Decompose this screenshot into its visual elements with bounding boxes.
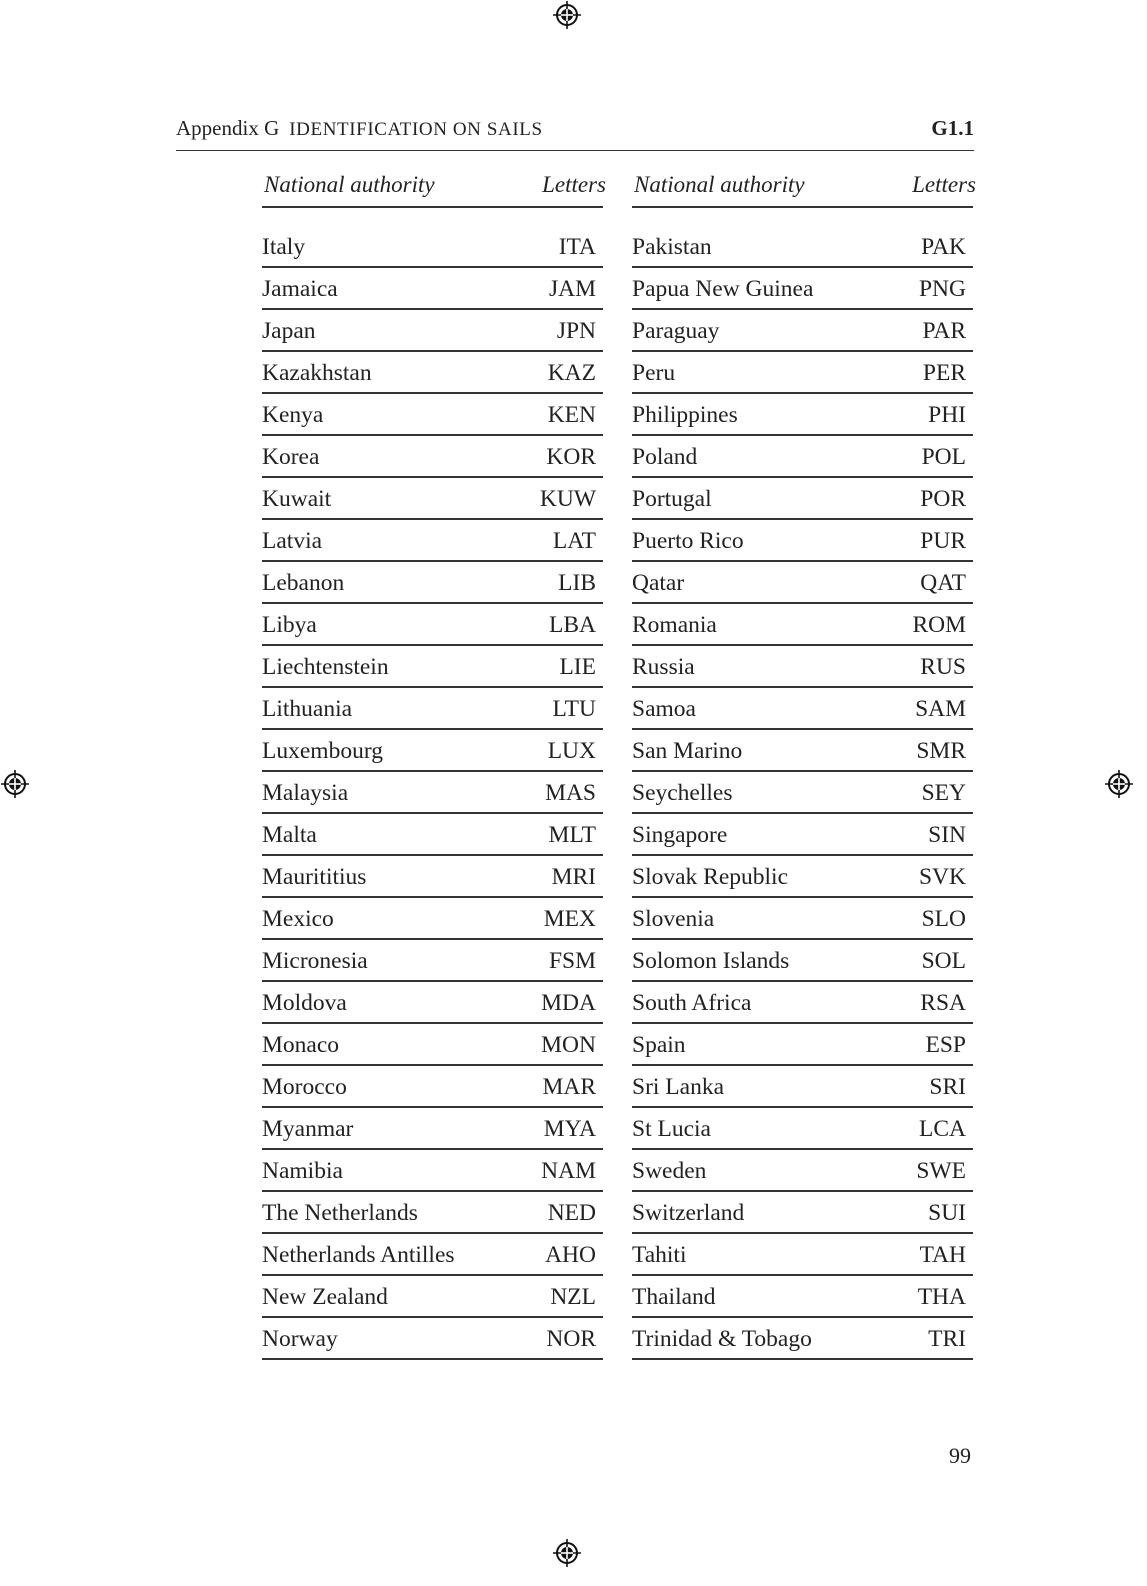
authority-name: Russia: [632, 654, 695, 680]
authority-name: Malta: [262, 822, 317, 848]
table-row: [632, 520, 973, 562]
table-row: [632, 436, 973, 478]
sail-letters: KUW: [539, 486, 596, 512]
sail-letters: JAM: [548, 276, 596, 302]
table-row: [632, 1024, 973, 1066]
table-row: [262, 1318, 603, 1360]
sail-letters: NAM: [541, 1158, 596, 1184]
authority-name: Slovak Republic: [632, 864, 788, 890]
sail-letters: QAT: [920, 570, 966, 596]
table-row: [632, 730, 973, 772]
sail-letters: LIB: [558, 570, 596, 596]
table-row: [262, 898, 603, 940]
authority-name: Portugal: [632, 486, 712, 512]
authority-name: Norway: [262, 1326, 338, 1352]
authority-name: Luxembourg: [262, 738, 383, 764]
table-row: [262, 1234, 603, 1276]
authority-name: Pakistan: [632, 234, 712, 260]
table-row: [632, 688, 973, 730]
authority-name: Philippines: [632, 402, 738, 428]
table-row: [632, 352, 973, 394]
registration-mark-left-icon: [0, 769, 30, 799]
page-number: 99: [949, 1443, 971, 1468]
authority-name: Maurititius: [262, 864, 367, 890]
registration-mark-right-icon: [1104, 769, 1134, 799]
sail-letters: MAR: [542, 1074, 596, 1100]
authority-name: Papua New Guinea: [632, 276, 814, 302]
authority-name: Malaysia: [262, 780, 349, 806]
sail-letters: JPN: [556, 318, 596, 344]
sail-letters: MON: [541, 1032, 596, 1058]
authority-name: Kuwait: [262, 486, 332, 512]
table-row: [632, 268, 973, 310]
sail-letters: FSM: [548, 948, 596, 974]
section-title: IDENTIFICATION ON SAILS: [289, 119, 543, 140]
sail-letters: KEN: [547, 402, 596, 428]
table-row: [262, 1150, 603, 1192]
table-row: [632, 856, 973, 898]
table-row: [262, 604, 603, 646]
table-row: [262, 856, 603, 898]
sail-letters: MYA: [543, 1116, 596, 1142]
authority-name: Jamaica: [262, 276, 338, 302]
table-row: [262, 268, 603, 310]
table-row: [262, 814, 603, 856]
column-header-authority: National authority: [634, 172, 805, 197]
authority-name: Seychelles: [632, 780, 733, 806]
registration-mark-top-icon: [552, 0, 582, 30]
authority-name: Romania: [632, 612, 717, 638]
sail-letters: SOL: [921, 948, 966, 974]
sail-letters: LBA: [549, 612, 596, 638]
column-header-authority: National authority: [264, 172, 435, 197]
sail-letters: NED: [547, 1200, 596, 1226]
section-code: G1.1: [931, 116, 974, 140]
column-header-letters: Letters: [542, 172, 606, 197]
table-row: [262, 646, 603, 688]
column-header-letters: Letters: [912, 172, 976, 197]
table-row: [632, 814, 973, 856]
authority-name: Lithuania: [262, 696, 353, 722]
table-row: [632, 898, 973, 940]
authority-name: Mexico: [262, 906, 334, 932]
authority-name: Kenya: [262, 402, 324, 428]
authority-table-left: [262, 168, 606, 1360]
table-row: [632, 394, 973, 436]
table-row: [262, 1024, 603, 1066]
authority-name: Monaco: [262, 1032, 340, 1058]
sail-letters: RSA: [920, 990, 966, 1016]
table-row: [262, 520, 603, 562]
table-row: [632, 562, 973, 604]
sail-letters: LTU: [552, 696, 596, 722]
authority-name: Italy: [262, 234, 306, 260]
sail-letters: MDA: [541, 990, 596, 1016]
sail-letters: NZL: [550, 1284, 596, 1310]
authority-name: Netherlands Antilles: [262, 1242, 455, 1268]
authority-name: Solomon Islands: [632, 948, 790, 974]
table-row: [262, 1276, 603, 1318]
authority-name: Moldova: [262, 990, 347, 1016]
table-row: [632, 1066, 973, 1108]
sail-letters: SRI: [929, 1074, 966, 1100]
table-row: [632, 1318, 973, 1360]
authority-name: Korea: [262, 444, 320, 470]
authority-name: St Lucia: [632, 1116, 711, 1142]
table-row: [262, 562, 603, 604]
authority-name: San Marino: [632, 738, 743, 764]
table-body: [262, 226, 603, 1360]
table-row: [262, 1108, 603, 1150]
table-row: [632, 982, 973, 1024]
sail-letters: SIN: [928, 822, 966, 848]
authority-name: Micronesia: [262, 948, 368, 974]
sail-letters: RUS: [920, 654, 966, 680]
table-header: [262, 168, 606, 208]
sail-letters: KAZ: [547, 360, 596, 386]
authority-name: New Zealand: [262, 1284, 388, 1310]
table-row: [632, 1234, 973, 1276]
authority-name: Libya: [262, 612, 317, 638]
authority-name: Samoa: [632, 696, 696, 722]
sail-letters: PHI: [928, 402, 966, 428]
table-row: [632, 646, 973, 688]
sail-letters: MLT: [548, 822, 596, 848]
table-row: [632, 1276, 973, 1318]
authority-table-right: [632, 168, 976, 1360]
authority-name: Poland: [632, 444, 698, 470]
table-row: [262, 1192, 603, 1234]
authority-name: Singapore: [632, 822, 728, 848]
sail-letters: PAR: [922, 318, 966, 344]
authority-name: Thailand: [632, 1284, 716, 1310]
authority-name: Spain: [632, 1032, 686, 1058]
sail-letters: KOR: [546, 444, 596, 470]
sail-letters: PAK: [921, 234, 966, 260]
authority-name: The Netherlands: [262, 1200, 418, 1226]
authority-name: South Africa: [632, 990, 752, 1016]
sail-letters: LCA: [919, 1116, 966, 1142]
authority-name: Switzerland: [632, 1200, 745, 1226]
authority-name: Morocco: [262, 1074, 347, 1100]
table-row: [262, 772, 603, 814]
table-row: [632, 1150, 973, 1192]
authority-name: Lebanon: [262, 570, 345, 596]
sail-letters: SUI: [928, 1200, 966, 1226]
sail-letters: THA: [917, 1284, 966, 1310]
sail-letters: TRI: [928, 1326, 966, 1352]
table-row: [262, 982, 603, 1024]
authority-name: Trinidad & Tobago: [632, 1326, 812, 1352]
sail-letters: AHO: [545, 1242, 596, 1268]
authority-name: Qatar: [632, 570, 685, 596]
sail-letters: SAM: [915, 696, 966, 722]
table-row: [632, 310, 973, 352]
authority-name: Namibia: [262, 1158, 343, 1184]
table-row: [262, 1066, 603, 1108]
sail-letters: SVK: [918, 864, 966, 890]
sail-letters: PUR: [920, 528, 966, 554]
sail-letters: SLO: [921, 906, 966, 932]
authority-name: Sri Lanka: [632, 1074, 725, 1100]
authority-name: Puerto Rico: [632, 528, 744, 554]
authority-name: Paraguay: [632, 318, 720, 344]
header-title: [176, 116, 543, 141]
authority-name: Slovenia: [632, 906, 715, 932]
authority-name: Latvia: [262, 528, 323, 554]
sail-letters: MEX: [543, 906, 596, 932]
registration-mark-bottom-icon: [552, 1538, 582, 1568]
table-row: [262, 436, 603, 478]
sail-letters: MRI: [551, 864, 596, 890]
table-row: [632, 604, 973, 646]
table-row: [262, 352, 603, 394]
appendix-label: Appendix G: [176, 116, 280, 140]
running-header: [176, 112, 974, 151]
sail-letters: ITA: [558, 234, 596, 260]
table-header: [632, 168, 976, 208]
table-row: [262, 688, 603, 730]
authority-name: Sweden: [632, 1158, 707, 1184]
authority-name: Myanmar: [262, 1116, 354, 1142]
sail-letters: PNG: [918, 276, 966, 302]
table-row: [262, 226, 603, 268]
authority-name: Tahiti: [632, 1242, 687, 1268]
table-row: [632, 478, 973, 520]
table-row: [632, 226, 973, 268]
table-row: [262, 940, 603, 982]
table-row: [632, 940, 973, 982]
sail-letters: LAT: [552, 528, 596, 554]
authority-name: Liechtenstein: [262, 654, 389, 680]
table-row: [632, 1192, 973, 1234]
table-row: [262, 478, 603, 520]
authority-name: Peru: [632, 360, 676, 386]
authority-name: Japan: [262, 318, 316, 344]
authority-name: Kazakhstan: [262, 360, 372, 386]
table-row: [262, 394, 603, 436]
sail-letters: ROM: [912, 612, 966, 638]
sail-letters: MAS: [545, 780, 596, 806]
sail-letters: ESP: [925, 1032, 966, 1058]
table-body: [632, 226, 973, 1360]
sail-letters: LIE: [559, 654, 596, 680]
sail-letters: LUX: [547, 738, 596, 764]
table-row: [632, 1108, 973, 1150]
table-row: [262, 730, 603, 772]
sail-letters: PER: [922, 360, 966, 386]
sail-letters: POL: [921, 444, 966, 470]
sail-letters: SWE: [916, 1158, 966, 1184]
sail-letters: TAH: [919, 1242, 966, 1268]
sail-letters: POR: [920, 486, 966, 512]
sail-letters: NOR: [546, 1326, 596, 1352]
table-row: [632, 772, 973, 814]
table-row: [262, 310, 603, 352]
sail-letters: SEY: [921, 780, 966, 806]
sail-letters: SMR: [916, 738, 966, 764]
